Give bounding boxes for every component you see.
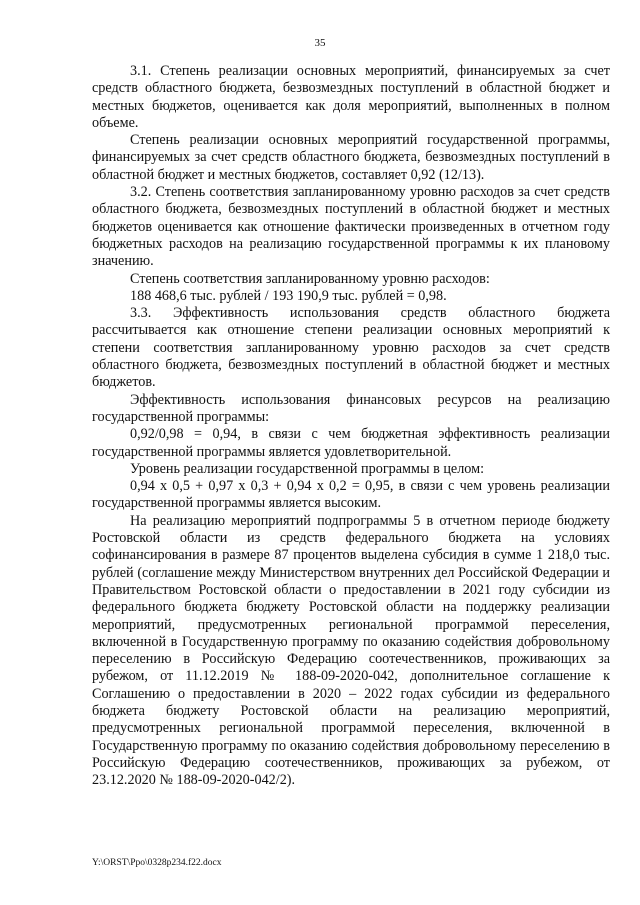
footer-file-path: Y:\ORST\Ppo\0328p234.f22.docx [92, 858, 222, 868]
paragraph-implementation-degree: Степень реализации основных мероприятий государственной программы, финансируемых за счет средств областного бюджета, безвозмездных поступлений в областной бюджет и местных бюджетов, составляет 0,92 (12/13). [92, 132, 610, 183]
paragraph-overall-level-formula: 0,94 х 0,5 + 0,97 х 0,3 + 0,94 х 0,2 = 0,95, в связи с чем уровень реализации государственной программы является высоким. [92, 478, 610, 512]
paragraph-3-3: 3.3. Эффективность использования средств областного бюджета рассчитывается как отношение степени реализации основных мероприятий к степени соответствия запланированному уровню расходов за счет средств областного бюджета, безвозмездных поступлений в областной бюджет и местных бюджетов. [92, 305, 610, 391]
page-number: 35 [314, 37, 326, 49]
paragraph-spending-formula: 188 468,6 тыс. рублей / 193 190,9 тыс. рублей = 0,98. [130, 287, 447, 304]
document-body [92, 63, 610, 789]
paragraph-efficiency-formula: 0,92/0,98 = 0,94, в связи с чем бюджетная эффективность реализации государственной программы является удовлетворительной. [92, 426, 610, 460]
paragraph-spending-compliance-label: Степень соответствия запланированному уровню расходов: [130, 270, 490, 287]
paragraph-3-1: 3.1. Степень реализации основных мероприятий, финансируемых за счет средств областного бюджета, безвозмездных поступлений в областной бюджет и местных бюджетов, оценивается как доля мероприятий, выполненных в полном объеме. [92, 63, 610, 131]
paragraph-overall-level-label: Уровень реализации государственной программы в целом: [130, 460, 485, 477]
paragraph-3-2: 3.2. Степень соответствия запланированному уровню расходов за счет средств областного бюджета, безвозмездных поступлений в областной бюджет и местных бюджетов оценивается как отношение фактически произведенных в отчетном году бюджетных расходов на реализацию государственной программы к их плановому значению. [92, 184, 610, 270]
paragraph-efficiency-label: Эффективность использования финансовых ресурсов на реализацию государственной программы: [92, 391, 610, 425]
paragraph-subprogram-5: На реализацию мероприятий подпрограммы 5 в отчетном периоде бюджету Ростовской области из средств федерального бюджета на условиях софинансирования в размере 87 процентов выделена субсидия в сумме 1 218,0 тыс. рублей (соглашение между Министерством внутренних дел Российской Федерации и Правительством Ростовской области о предоставлении в 2021 году субсидии из федерального бюджета бюджету Ростовской области на поддержку реализации мероприятий, предусмотренных региональной программой переселения, включенной в Государственную программу по оказанию содействия добровольному переселению в Российскую Федерацию соотечественников, проживающих за рубежом, от 11.12.2019 № 188-09-2020-042, дополнительное соглашение к Соглашению о предоставлении в 2020 – 2022 годах субсидии из федерального бюджета бюджету Ростовской области на реализацию мероприятий, предусмотренных региональной программой переселения, включенной в Государственную программу по оказанию содействия добровольному переселению в Российскую Федерацию соотечественников, проживающих за рубежом, от 23.12.2020 № 188-09-2020-042/2). [92, 512, 610, 789]
